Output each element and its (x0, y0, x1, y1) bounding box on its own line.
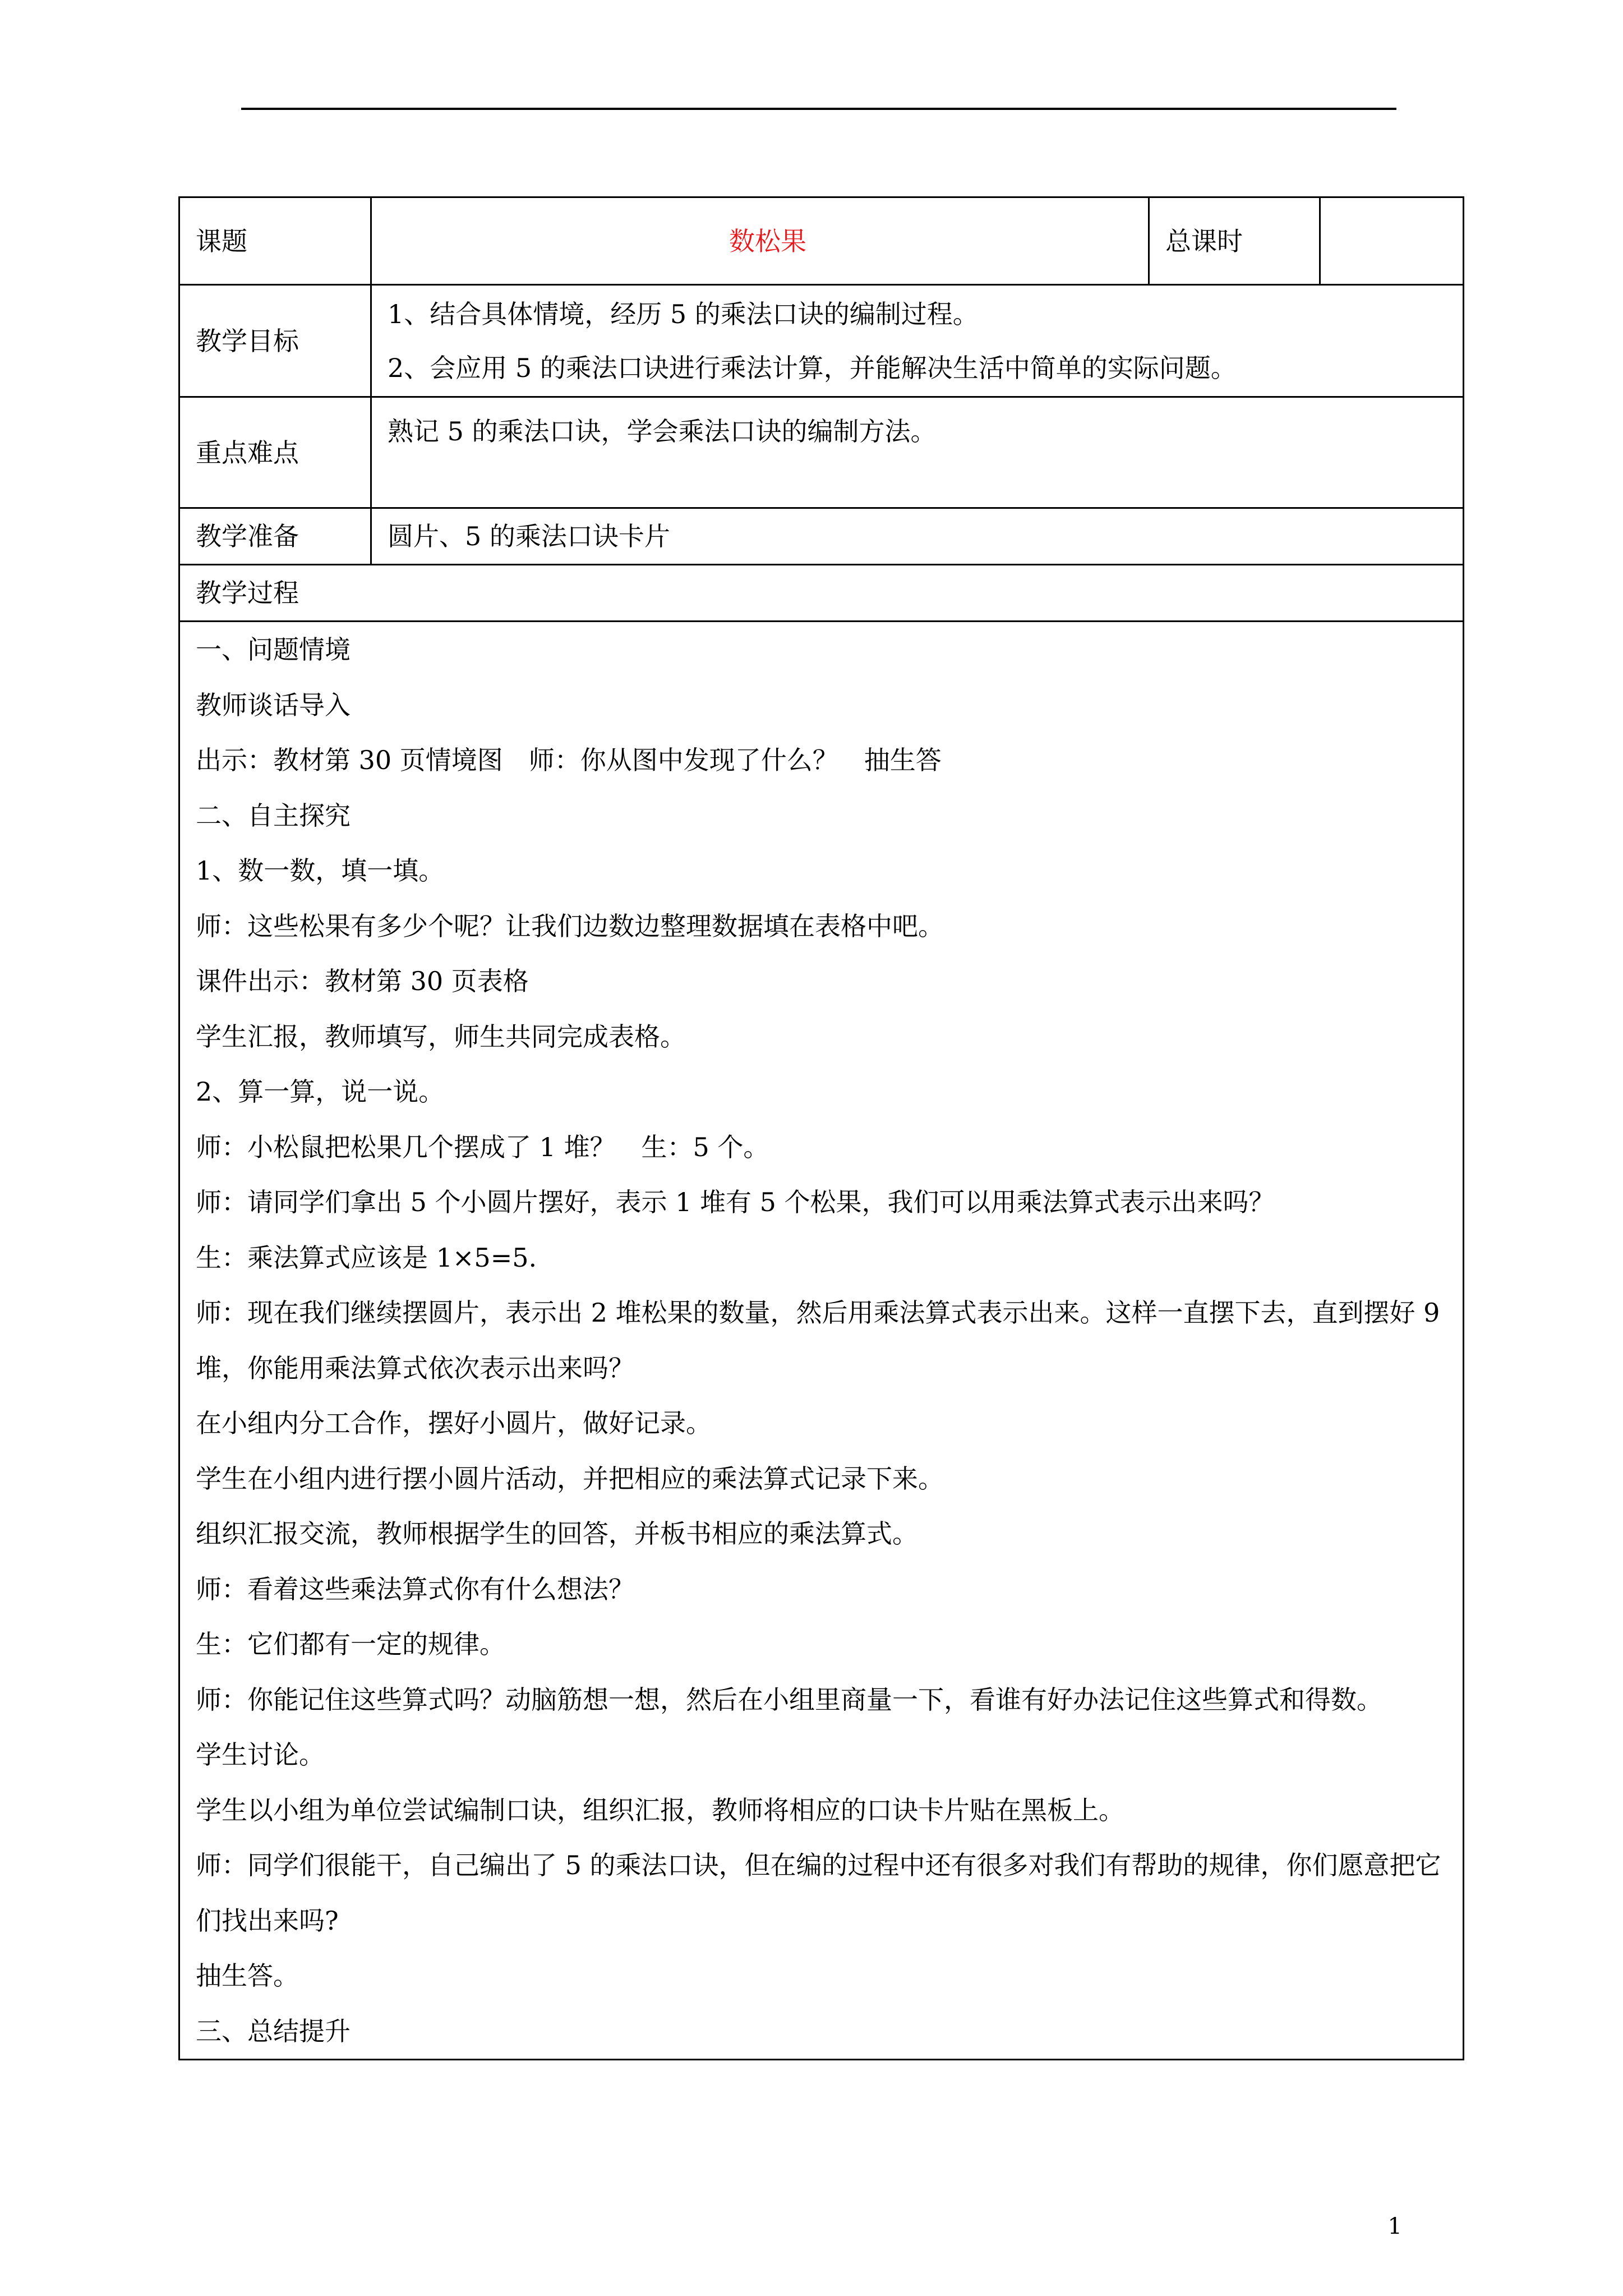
process-line: 抽生答。 (196, 1961, 299, 1991)
process-line: 师：同学们很能干，自己编出了 5 的乘法口诀，但在编的过程中还有很多对我们有帮助的规律，你们愿意把它们找出来吗? (196, 1850, 1441, 1936)
header-rule (241, 108, 1396, 110)
total-hours-label: 总课时 (1149, 197, 1320, 285)
process-line: 课件出示：教材第 30 页表格 (196, 966, 529, 996)
process-line: 学生以小组为单位尝试编制口诀，组织汇报，教师将相应的口诀卡片贴在黑板上。 (196, 1795, 1124, 1825)
preparation-content: 圆片、5 的乘法口诀卡片 (371, 508, 1464, 565)
process-line: 学生汇报，教师填写，师生共同完成表格。 (196, 1021, 686, 1052)
key-points-row (179, 397, 1464, 508)
process-line: 师：看着这些乘法算式你有什么想法？ (196, 1573, 634, 1604)
process-line: 生：它们都有一定的规律。 (196, 1629, 505, 1659)
process-line: 2、算一算，说一说。 (196, 1076, 445, 1107)
process-line: 出示：教材第 30 页情境图 师：你从图中发现了什么？ 抽生答 (196, 745, 942, 775)
process-line: 师：这些松果有多少个呢？让我们边数边整理数据填在表格中吧。 (196, 910, 944, 941)
process-line: 在小组内分工合作，摆好小圆片，做好记录。 (196, 1408, 712, 1438)
page-number: 1 (1387, 2214, 1402, 2239)
process-line: 生：乘法算式应该是 1×5=5. (196, 1242, 537, 1273)
process-line: 1、数一数，填一填。 (196, 855, 445, 886)
process-line: 一、问题情境 (196, 634, 351, 665)
goal-line: 2、会应用 5 的乘法口诀进行乘法计算，并能解决生活中简单的实际问题。 (388, 352, 1237, 383)
process-line: 学生讨论。 (196, 1740, 325, 1770)
goals-row (179, 285, 1464, 397)
process-line: 学生在小组内进行摆小圆片活动，并把相应的乘法算式记录下来。 (196, 1463, 944, 1494)
preparation-label: 教学准备 (179, 508, 371, 565)
process-line: 教师谈话导入 (196, 689, 351, 720)
topic-label: 课题 (179, 197, 371, 285)
key-points-label: 重点难点 (179, 397, 371, 508)
process-line: 师：你能记住这些算式吗？动脑筋想一想，然后在小组里商量一下，看谁有好办法记住这些算式和得数。 (196, 1684, 1382, 1715)
key-points-content: 熟记 5 的乘法口诀，学会乘法口诀的编制方法。 (371, 397, 1464, 508)
process-line: 组织汇报交流，教师根据学生的回答，并板书相应的乘法算式。 (196, 1519, 918, 1549)
process-line: 师：请同学们拿出 5 个小圆片摆好，表示 1 堆有 5 个松果，我们可以用乘法算式表示出来吗？ (196, 1187, 1275, 1217)
goals-label: 教学目标 (179, 285, 371, 397)
goals-content (371, 285, 1464, 397)
process-label: 教学过程 (179, 565, 1464, 622)
process-row (179, 565, 1464, 622)
process-line: 三、总结提升 (196, 2016, 351, 2046)
goal-line: 1、结合具体情境，经历 5 的乘法口诀的编制过程。 (388, 298, 979, 329)
preparation-row (179, 508, 1464, 565)
lesson-title: 数松果 (371, 197, 1149, 285)
lesson-plan-table (178, 196, 1464, 2060)
process-line: 师：现在我们继续摆圆片，表示出 2 堆松果的数量，然后用乘法算式表示出来。这样一直摆下去，直到摆好 9 堆，你能用乘法算式依次表示出来吗？ (196, 1297, 1440, 1383)
process-body (179, 622, 1464, 2060)
process-line: 师：小松鼠把松果几个摆成了 1 堆？ 生：5 个。 (196, 1131, 769, 1162)
process-line: 二、自主探究 (196, 800, 351, 831)
title-row (179, 197, 1464, 285)
process-body-row (179, 622, 1464, 2060)
total-hours-value (1320, 197, 1464, 285)
